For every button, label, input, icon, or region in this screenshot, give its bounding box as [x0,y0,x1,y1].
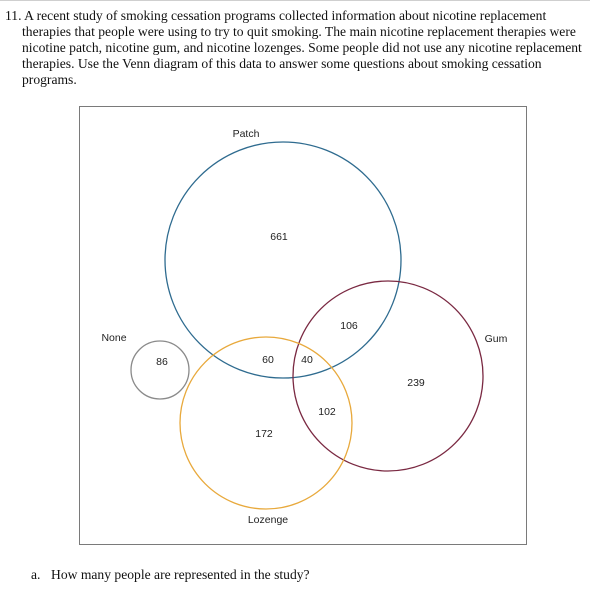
gum-circle [293,281,483,471]
venn-diagram [80,107,528,546]
question-line-3: nicotine patch, nicotine gum, and nicotine lozenges. Some people did not use any nicotine replacement [22,40,582,55]
question-line-5: programs. [22,72,77,87]
question-number: 11. [5,8,22,23]
lozenge-label: Lozenge [247,514,289,526]
patch-label: Patch [232,128,260,140]
value-patch-only: 661 [270,231,288,243]
value-gum-only: 239 [407,377,425,389]
venn-diagram-figure [79,106,527,545]
value-patch-gum-lozenge: 40 [301,354,313,366]
question-line-2: therapies that people were using to try to quit smoking. The main nicotine replacement therapies were [22,24,576,39]
question-line-4: therapies. Use the Venn diagram of this data to answer some questions about smoking cessation [22,56,542,71]
patch-circle [165,142,401,378]
question-line-1: 11. A recent study of smoking cessation programs collected information about nicotine replacement [5,8,547,23]
value-gum-lozenge: 102 [318,406,336,418]
none-label: None [101,332,127,344]
value-lozenge-only: 172 [255,428,273,440]
sub-question-a [31,567,310,583]
value-patch-lozenge: 60 [262,354,274,366]
none-circle [131,341,189,399]
sub-question-text: How many people are represented in the study? [51,567,310,582]
value-none: 86 [156,356,168,368]
gum-label: Gum [484,333,508,345]
question-11 [5,8,590,88]
sub-question-letter: a. [31,567,41,582]
top-divider [0,0,590,1]
value-patch-gum: 106 [340,320,358,332]
